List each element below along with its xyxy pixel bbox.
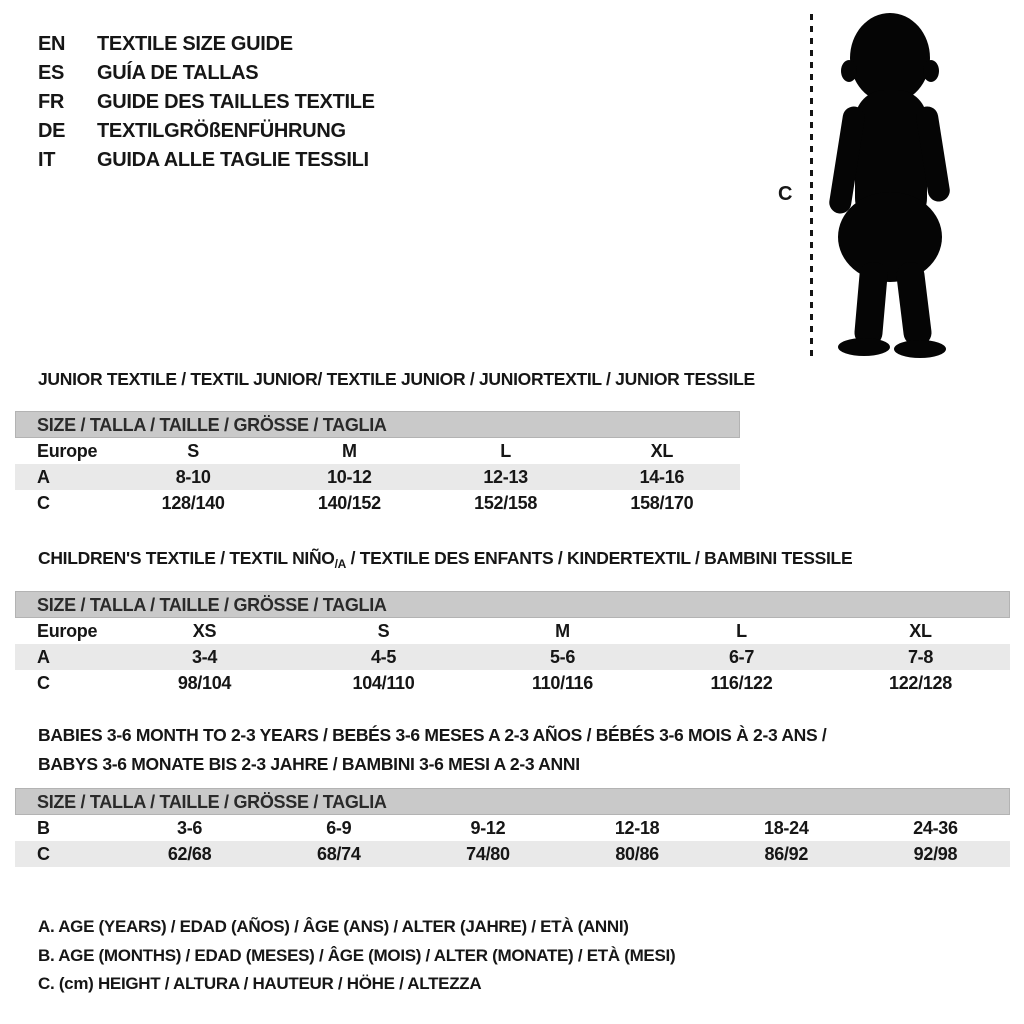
row-label: A — [37, 646, 50, 667]
language-row-es — [38, 59, 375, 88]
language-code: IT — [38, 149, 56, 171]
table-cell: 6-7 — [728, 646, 755, 667]
table-row — [15, 618, 1010, 644]
legend — [38, 913, 675, 999]
table-row — [15, 841, 1010, 867]
children-size-table — [15, 591, 1010, 696]
table-cell: 128/140 — [161, 492, 225, 513]
table-size-header: SIZE / TALLA / TAILLE / GRÖSSE / TAGLIA — [15, 788, 1010, 815]
table-cell: 98/104 — [177, 672, 232, 693]
table-cell: M — [555, 620, 570, 641]
language-row-de — [38, 117, 375, 146]
language-code: DE — [38, 120, 66, 142]
row-label: Europe — [37, 620, 98, 641]
section-title-junior: JUNIOR TEXTILE / TEXTIL JUNIOR/ TEXTILE JUNIOR / JUNIORTEXTIL / JUNIOR TESSILE — [38, 369, 755, 389]
table-cell: 140/152 — [317, 492, 381, 513]
table-cell: 12-13 — [483, 466, 528, 487]
table-cell: 12-18 — [614, 817, 660, 838]
row-label: B — [37, 817, 50, 838]
table-cell: 14-16 — [639, 466, 685, 487]
table-cell: 86/92 — [764, 843, 809, 864]
table-cell: 122/128 — [889, 672, 952, 693]
toddler-silhouette-icon — [818, 10, 970, 358]
table-cell: 6-9 — [326, 817, 352, 838]
language-title: GUIDA ALLE TAGLIE TESSILI — [97, 149, 369, 171]
language-row-it — [38, 146, 375, 175]
table-row — [15, 815, 1010, 841]
table-row — [15, 670, 1010, 696]
language-title: TEXTILGRÖßENFÜHRUNG — [97, 120, 346, 142]
table-row — [15, 464, 740, 490]
table-cell: 68/74 — [316, 843, 361, 864]
section-title-subscript: /A — [334, 557, 347, 571]
table-cell: XS — [192, 620, 217, 641]
table-cell: XL — [650, 440, 674, 461]
table-cell: 4-5 — [370, 646, 397, 667]
table-size-header: SIZE / TALLA / TAILLE / GRÖSSE / TAGLIA — [15, 591, 1010, 618]
table-cell: 3-4 — [191, 646, 218, 667]
table-cell: 80/86 — [615, 843, 659, 864]
height-measure-dotted-line — [810, 14, 813, 358]
table-cell: 74/80 — [466, 843, 510, 864]
language-row-fr — [38, 88, 375, 117]
language-code: ES — [38, 62, 65, 84]
table-cell: 92/98 — [913, 843, 958, 864]
table-cell: M — [342, 440, 357, 461]
section-title-text: CHILDREN'S TEXTILE / TEXTIL NIÑO — [38, 548, 335, 568]
table-cell: L — [500, 440, 511, 461]
language-row-en — [38, 30, 375, 59]
table-cell: 5-6 — [549, 646, 576, 667]
height-measure-label: C — [778, 183, 793, 205]
table-rows — [15, 815, 1010, 867]
section-title-babies-line2: BABYS 3-6 MONATE BIS 2-3 JAHRE / BAMBINI 3-6 MESI A 2-3 ANNI — [38, 754, 580, 774]
table-size-header: SIZE / TALLA / TAILLE / GRÖSSE / TAGLIA — [15, 411, 740, 438]
table-row — [15, 438, 740, 464]
language-title: TEXTILE SIZE GUIDE — [97, 33, 293, 55]
table-cell: 18-24 — [764, 817, 809, 838]
language-code: FR — [38, 91, 65, 113]
table-cell: 9-12 — [470, 817, 506, 838]
language-title: GUÍA DE TALLAS — [97, 62, 259, 84]
babies-size-table — [15, 788, 1010, 867]
table-rows — [15, 438, 740, 516]
junior-size-table — [15, 411, 740, 516]
table-cell: 7-8 — [907, 646, 934, 667]
table-cell: 158/170 — [630, 492, 694, 513]
row-label: C — [37, 492, 50, 513]
table-row — [15, 490, 740, 516]
table-cell: 110/116 — [532, 672, 593, 693]
legend-line-c: C. (cm) HEIGHT / ALTURA / HAUTEUR / HÖHE / ALTEZZA — [38, 974, 482, 994]
language-title-list — [38, 30, 375, 175]
table-cell: 8-10 — [175, 466, 211, 487]
table-cell: XL — [909, 620, 932, 641]
legend-line-b: B. AGE (MONTHS) / EDAD (MESES) / ÂGE (MOIS) / ALTER (MONATE) / ETÀ (MESI) — [38, 945, 676, 965]
table-cell: 10-12 — [327, 466, 372, 487]
table-cell: 62/68 — [167, 843, 212, 864]
height-figure — [770, 0, 1024, 370]
table-cell: S — [377, 620, 390, 641]
table-row — [15, 644, 1010, 670]
section-title-babies-line1: BABIES 3-6 MONTH TO 2-3 YEARS / BEBÉS 3-6 MESES A 2-3 AÑOS / BÉBÉS 3-6 MOIS À 2-3 ANS / — [38, 725, 827, 745]
table-cell: 24-36 — [913, 817, 958, 838]
table-rows — [15, 618, 1010, 696]
table-cell: S — [187, 440, 199, 461]
table-cell: 116/122 — [710, 672, 773, 693]
row-label: C — [37, 843, 50, 864]
language-code: EN — [38, 33, 66, 55]
row-label: C — [37, 672, 50, 693]
table-cell: L — [736, 620, 747, 641]
table-cell: 104/110 — [352, 672, 415, 693]
legend-line-a: A. AGE (YEARS) / EDAD (AÑOS) / ÂGE (ANS) / ALTER (JAHRE) / ETÀ (ANNI) — [38, 917, 629, 937]
language-title: GUIDE DES TAILLES TEXTILE — [97, 91, 375, 113]
table-cell: 3-6 — [177, 817, 203, 838]
row-label: Europe — [37, 440, 98, 461]
section-title-children — [38, 548, 852, 571]
table-cell: 152/158 — [474, 492, 538, 513]
row-label: A — [37, 466, 50, 487]
section-title-text: / TEXTILE DES ENFANTS / KINDERTEXTIL / BAMBINI TESSILE — [346, 548, 853, 568]
